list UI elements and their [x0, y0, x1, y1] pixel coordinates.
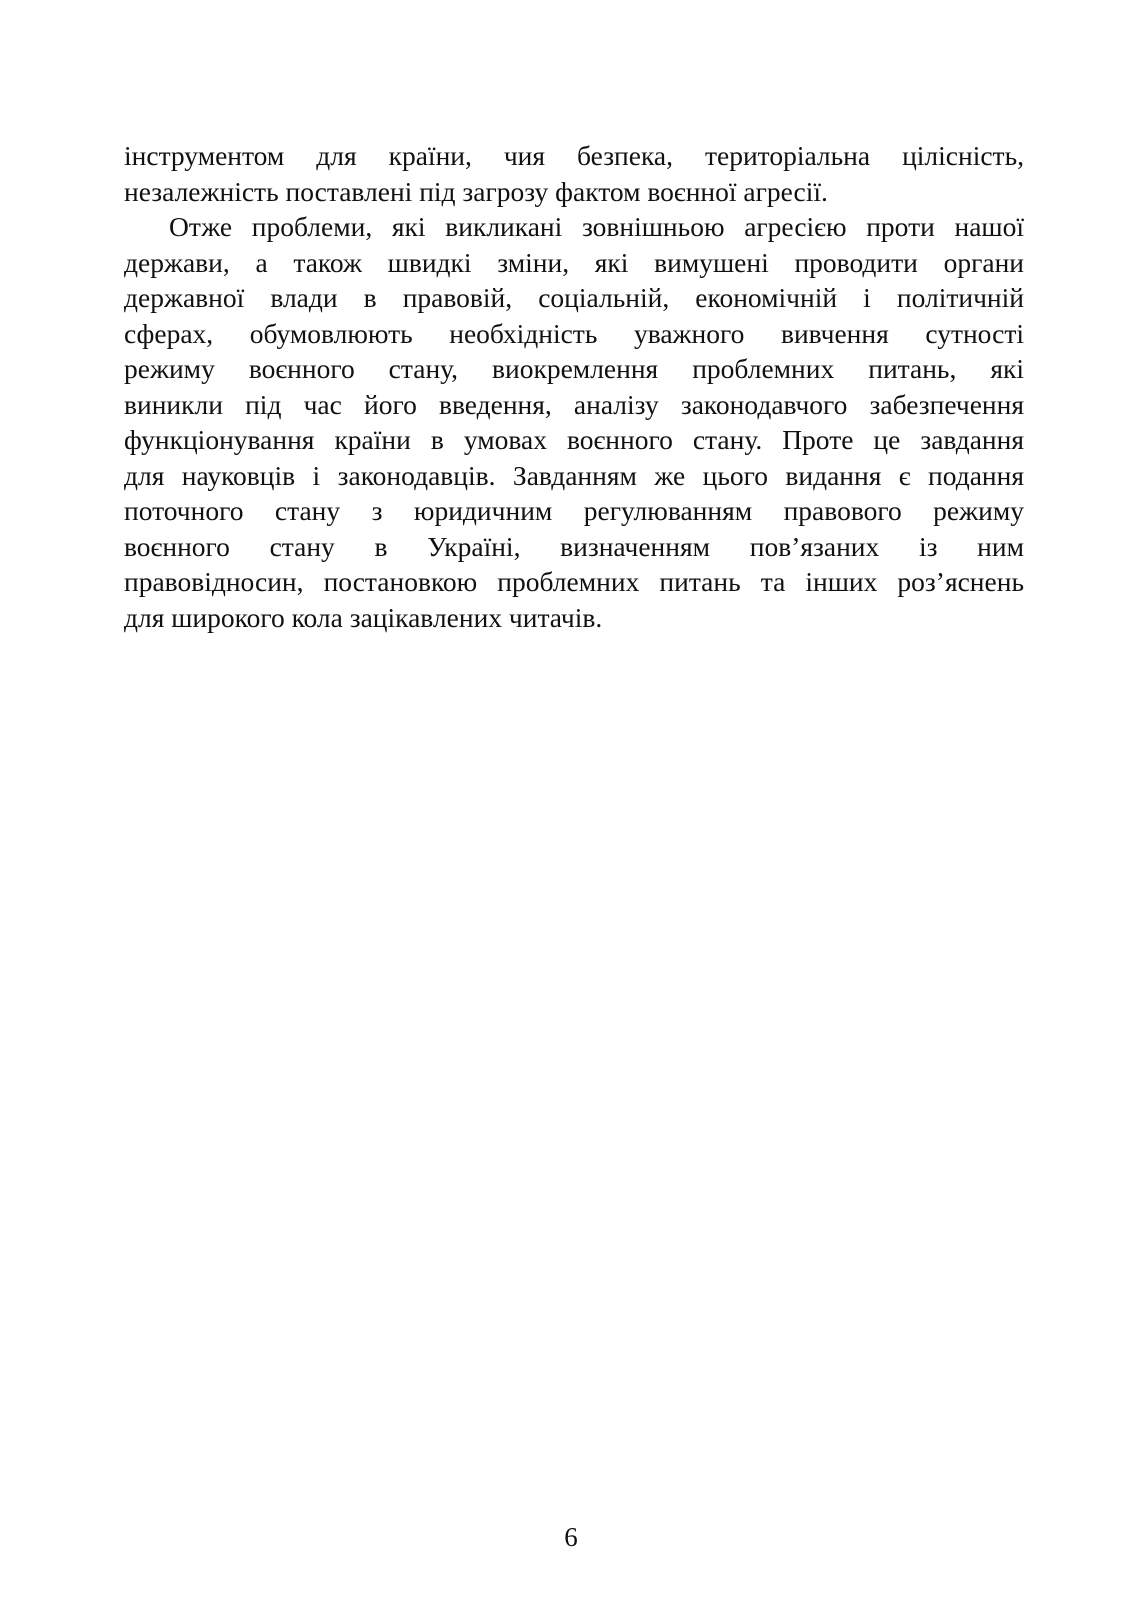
text-line: виникли під час його введення, аналізу законодавчого забезпечення	[124, 388, 1024, 420]
text-line: Отже проблеми, які викликані зовнішньою агресією проти нашої	[169, 211, 1024, 242]
text-line: воєнного стану в Україні, визначенням пов’язаних із ним	[124, 530, 1024, 562]
text-line: функціонування країни в умовах воєнного стану. Проте це завдання	[124, 424, 1024, 455]
paragraph-1	[124, 138, 1024, 209]
text-line: сферах, обумовлюють необхідність уважного вивчення сутності	[124, 317, 1024, 349]
text-line: режиму воєнного стану, виокремлення проблемних питань, які	[124, 353, 1024, 384]
text-line: державної влади в правовій, соціальній, економічній і політичній	[124, 282, 1024, 313]
text-line: незалежність поставлені під загрозу фактом воєнної агресії.	[124, 175, 828, 207]
text-line: правовідносин, постановкою проблемних питань та інших роз’яснень	[124, 566, 1024, 597]
text-line: інструментом для країни, чия безпека, територіальна цілісність,	[124, 140, 1024, 171]
text-line: держави, а також швидкі зміни, які вимушені проводити органи	[124, 246, 1024, 278]
page-number: 6	[564, 1522, 578, 1552]
text-line: для широкого кола зацікавлених читачів.	[124, 601, 603, 633]
text-line: поточного стану з юридичним регулюванням правового режиму	[124, 495, 1024, 526]
body-text	[124, 138, 1024, 635]
text-line: для науковців і законодавців. Завданням же цього видання є подання	[124, 459, 1024, 491]
paragraph-2	[124, 209, 1024, 635]
